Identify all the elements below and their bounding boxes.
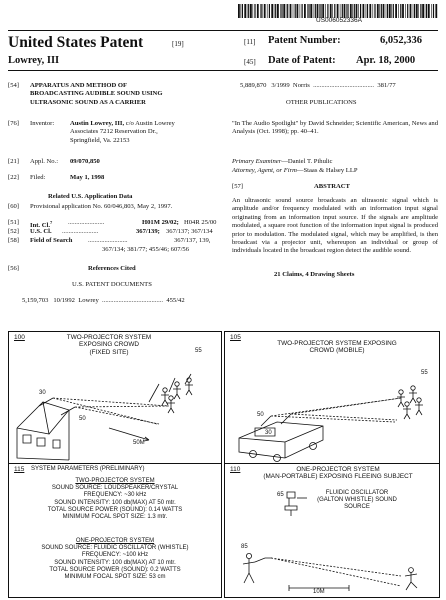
field-dots: ........................ [88,237,128,244]
figure-110 [224,463,440,598]
barcode-bar [242,4,243,18]
abstract-text: An ultrasonic sound source broadcasts an ultrasonic signal which is amplitude and/or frequency modulated with an information input signal originating from an information input source. If the signals are amplitude modulated, a square root function of the information input signal is produced prior to modulation. The modulated signal, which may be amplified, is then broadcast via a projector unit, whereupon an individual or group of individuals located in the broadcast region detect the audible sound. [232,197,438,255]
claims-line: 21 Claims, 4 Drawing Sheets [274,271,355,278]
barcode-bar [347,4,348,18]
barcode-bar [391,4,392,18]
barcode-bar [400,4,401,18]
figure-title-line-1: ONE-PROJECTOR SYSTEM [296,466,380,473]
label-85: 85 [241,544,248,550]
intcl-label: Int. Cl. [30,222,50,230]
barcode-bar [313,4,314,18]
barcode-bar [363,4,365,18]
appl-label: Appl. No.: [30,158,59,165]
ref-line: 5,889,870 3/1999 Norris ..................................... 381/77 [240,82,396,89]
barcode-bar [360,4,361,18]
barcode-bar [280,4,281,18]
figure-number: 100 [14,334,25,341]
barcode-bar [274,4,275,18]
barcode-bar [356,4,358,18]
figure-title-line-3: (FIXED SITE) [89,348,129,356]
patent-number: 6,052,336 [380,35,422,46]
figure-title-line-2: EXPOSING CROWD [78,341,139,349]
barcode-bar [275,4,276,18]
barcode-bar [418,4,419,18]
title-line-1: APPARATUS AND METHOD OF [30,82,128,89]
barcode-bar [281,4,282,18]
barcode-bar [342,4,343,18]
params-line-2-2: FREQUENCY: ~100 kHz [81,552,149,559]
filed-date: May 1, 1998 [70,174,105,181]
barcode-bar [310,4,312,18]
country-name: United States Patent [8,34,144,51]
inventor-surname: Lowrey, III [8,55,60,66]
barcode-bar [248,4,249,18]
params-line-1-4: TOTAL SOURCE POWER (SOUND): 0.14 WATTS [47,506,183,513]
barcode-bar [416,4,418,18]
prov-ref: [60] [8,203,19,210]
figure-title-line-1: TWO-PROJECTOR SYSTEM EXPOSING [277,340,397,347]
barcode-bar [260,4,261,18]
barcode-bar [287,4,288,18]
figure-115 [8,463,222,598]
barcode-bar [253,4,254,18]
figure-number: 110 [230,466,241,473]
other-pub: "In The Audio Spotlight" by David Schneider; Scientific American, News and Analysis (Oct. 1998); pp. 40–41. [232,120,438,136]
abstract-ref: [57] [232,183,243,190]
params-line-2-3: SOUND INTENSITY: 100 db(MAX) AT 10 mtr. [54,559,176,566]
barcode-bar [393,4,394,18]
barcode-bar [389,4,391,18]
barcode-bar [300,4,301,18]
barcode-bar [346,4,347,18]
us-docs-heading: U.S. PATENT DOCUMENTS [72,281,152,288]
filed-ref: [22] [8,174,19,181]
barcode-bar [325,4,326,18]
uscl-label: U.S. Cl. [30,228,52,235]
barcode-bar [431,4,432,18]
patent-title [30,82,162,107]
source-label-line-2: (GALTON WHISTLE) SOUND [317,497,397,504]
barcode-bar [261,4,262,18]
params-heading: SYSTEM PARAMETERS (PRELIMINARY) [31,466,145,472]
filed-label: Filed: [30,174,46,181]
barcode-bar [369,4,371,18]
related-heading: Related U.S. Application Data [48,193,133,200]
barcode-bar [320,4,321,18]
barcode-bar [374,4,375,18]
label-50m: 50M [133,440,145,446]
figure-number: 115 [14,466,25,473]
params-sub-1: TWO-PROJECTOR SYSTEM [75,478,155,484]
date-ref: [45] [244,58,256,66]
barcode-bar [402,4,404,18]
params-line-1-2: FREQUENCY: ~30 kHz [83,492,147,499]
barcode-bar [354,4,355,18]
inventor-line-1: c/o Austin Lowrey [125,120,175,127]
barcode-bar [322,4,324,18]
barcode-bar [395,4,397,18]
uscl-value: 367/139; [136,228,160,235]
barcode-bar [386,4,387,18]
figure-title-line-1: TWO-PROJECTOR SYSTEM [66,334,152,341]
examiner-name: —Daniel T. Pihulic [281,158,333,165]
barcode-bar [315,4,316,18]
params-line-1-1: SOUND SOURCE: LOUDSPEAKER/CRYSTAL [51,485,179,492]
figure-title-line-2: CROWD (MOBILE) [309,347,365,355]
params-line-2-1: SOUND SOURCE: FLUIDIC OSCILLATOR (WHISTLE) [41,545,189,552]
barcode [238,4,438,25]
barcode-bar [327,4,328,18]
barcode-bar [308,4,309,18]
barcode-bar [350,4,352,18]
barcode-bar [379,4,380,18]
barcode-bar [295,4,296,18]
inventor-details [70,120,220,145]
label-65: 65 [277,492,284,498]
appl-no: 09/070,850 [70,158,100,165]
barcode-bar [387,4,388,18]
barcode-bar [244,4,246,18]
barcode-bar [257,4,259,18]
title-line-3: ULTRASONIC SOUND AS A CARRIER [30,98,146,106]
barcode-bar [319,4,320,18]
barcode-bar [425,4,426,18]
intcl-sup: 7 [49,220,53,225]
barcode-bar [420,4,421,18]
figure-105 [224,331,440,464]
header-bottom-rule [8,70,438,71]
barcode-bar [373,4,374,18]
label-10m: 10M [313,589,325,595]
barcode-bar [383,4,385,18]
barcode-bar [435,4,437,18]
barcode-bar [352,4,353,18]
barcode-bar [398,4,399,18]
barcode-bar [297,4,299,18]
barcode-bar [433,4,434,18]
prov-text: Provisional application No. 60/046,803, May 2, 1997. [30,203,173,210]
country-title [8,34,143,52]
intcl-value: H01M 29/02; [142,219,179,226]
inventor-line-3: Springfield, Va. 22153 [70,136,130,144]
params-line-1-3: SOUND INTENSITY: 100 db(MAX) AT 50 mtr. [54,499,176,506]
barcode-bar [283,4,285,18]
barcode-bar [344,4,346,18]
barcode-bar [340,4,341,18]
barcode-bar [405,4,406,18]
header-top-rule [8,30,438,31]
field-value-1: 367/137, 139, [174,237,211,244]
label-30: 30 [265,430,272,436]
barcode-bar [271,4,273,18]
barcode-bar [317,4,319,18]
barcode-bar [381,4,382,18]
params-line-2-5: MINIMUM FOCAL SPOT SIZE: 53 cm [64,574,166,581]
barcode-bar [366,4,367,18]
barcode-bar [302,4,303,18]
label-50: 50 [79,416,86,422]
label-30: 30 [39,390,46,396]
params-line-2-4: TOTAL SOURCE POWER (SOUND): 0.2 WATTS [49,566,181,573]
barcode-bar [422,4,424,18]
barcode-bar [407,4,408,18]
drawing-fixed-site [9,332,221,463]
date-label: Date of Patent: [268,55,336,66]
attorney-line [232,167,358,175]
uscl-ref: [52] [8,228,19,235]
drawing-one-projector [225,464,439,597]
inventor-label: Inventor: [30,120,55,127]
us-doc-1: 5,159,703 10/1992 Lowrey ..................................... 455/42 [22,297,185,304]
label-50: 50 [257,412,264,418]
barcode-bar [367,4,368,18]
field-ref: [58] [8,237,19,244]
barcode-bar [330,4,332,18]
barcode-bar [269,4,270,18]
title-ref: [54] [8,82,19,89]
source-label-line-1: FLUIDIC OSCILLATOR [325,490,389,496]
barcode-bar [413,4,414,18]
drawing-mobile [225,332,439,463]
title-line-2: BROADCASTING AUDIBLE SOUND USING [30,90,163,98]
barcode-bar [410,4,412,18]
barcode-bar [254,4,255,18]
barcode-bar [377,4,379,18]
source-label-line-3: SOURCE [344,504,370,511]
barcode-bar [337,4,339,18]
label-55: 55 [421,370,428,376]
barcode-bar [250,4,252,18]
barcode-bar [332,4,333,18]
barcode-bar [293,4,294,18]
field-label: Field of Search [30,237,73,244]
field-value-2: 367/134; 381/77; 455/46; 607/56 [102,246,190,253]
barcode-graphic [238,4,438,18]
barcode-bar [238,4,240,18]
uscl-dots: ...................... [62,228,99,235]
barcode-bar [267,4,268,18]
patent-number-ref: [11] [244,38,256,46]
examiner-line [232,158,332,166]
other-heading: OTHER PUBLICATIONS [286,99,357,106]
barcode-bar [286,4,287,18]
barcode-bar [428,4,430,18]
barcode-bar [414,4,415,18]
params-line-1-5: MINIMUM FOCAL SPOT SIZE: 1.3 mtr. [62,514,168,521]
figure-number: 105 [230,334,241,341]
patent-number-label: Patent Number: [268,35,341,46]
intcl-dots: ...................... [68,219,105,226]
uscl-value-2: 367/137; 367/134 [166,228,213,235]
inventor-name: Austin Lowrey, III, [70,120,125,127]
inventor-line-2: Associates 7212 Reservation Dr., [70,128,158,136]
params-two-projector [11,478,219,521]
inventor-ref: [76] [8,120,19,127]
abstract-heading: ABSTRACT [314,183,350,190]
label-55: 55 [195,348,202,354]
figure-100 [8,331,222,464]
figure-title-line-2: (MAN-PORTABLE) EXPOSING FLEEING SUBJECT [263,473,413,481]
intcl-ref: [51] [8,219,19,226]
barcode-bar [304,4,306,18]
country-ref: [19] [172,40,184,48]
barcode-bar [307,4,308,18]
barcode-bar [264,4,266,18]
examiner-label: Primary Examiner [232,158,282,165]
refs-ref: [56] [8,265,19,272]
refs-heading: References Cited [88,265,136,272]
params-sub-2: ONE-PROJECTOR SYSTEM [75,538,155,544]
attorney-name: —Staas & Halsey LLP [296,167,358,174]
appl-ref: [21] [8,158,19,165]
barcode-bar [247,4,248,18]
barcode-bar [277,4,279,18]
barcode-bar [358,4,359,18]
barcode-bar [334,4,335,18]
barcode-bar [241,4,242,18]
barcode-number: US006052336A [316,17,362,24]
params-one-projector [11,538,219,581]
intcl-value-2: H04R 25/00 [184,219,217,226]
barcode-bar [290,4,292,18]
barcode-bar [426,4,427,18]
attorney-label: Attorney, Agent, or Firm [232,167,297,174]
date-value: Apr. 18, 2000 [356,55,416,66]
